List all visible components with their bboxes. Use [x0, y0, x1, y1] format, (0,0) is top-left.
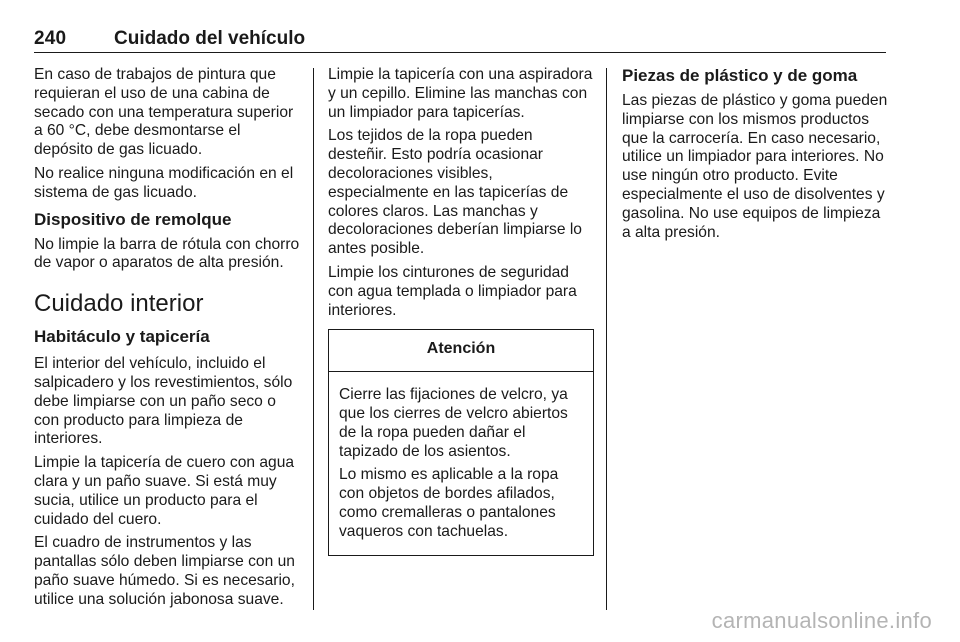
heading-cuidado-interior: Cuidado interior: [34, 290, 204, 318]
paragraph: Limpie la tapicería con una aspiradora y un cepillo. Elimine las manchas con un limpiador para tapicerías.: [328, 66, 593, 121]
paragraph: Limpie los cinturones de seguridad con agua templada o limpiador para interiores.: [328, 263, 577, 319]
page-number: 240: [34, 28, 67, 49]
paragraph: Las piezas de plástico y goma pueden limpiarse con los mismos productos que la carrocería. En caso necesario, utilice un limpiador para interiores. No use ningún otro producto. Evite especialmente el uso de disolventes y gasolina. No use equipos de limpieza a alta presión.: [622, 92, 888, 241]
watermark: carmanualsonline.info: [711, 608, 932, 633]
paragraph: Los tejidos de la ropa pueden desteñir. Esto podría ocasionar decoloraciones visibles, especialmente en las tapicerías de colores claros. Las manchas y decoloraciones deberían limpiarse lo antes posible.: [328, 127, 582, 258]
page-header: [34, 26, 886, 53]
page-title: Cuidado del vehículo: [114, 28, 306, 49]
paragraph: Limpie la tapicería de cuero con agua clara y un paño suave. Si está muy sucia, utilice un producto para el cuidado del cuero.: [34, 454, 295, 528]
paragraph: No realice ninguna modificación en el sistema de gas licuado.: [34, 164, 294, 201]
paragraph: El interior del vehículo, incluido el salpicadero y los revestimientos, sólo debe limpiarse con un paño seco o con producto para limpieza de interiores.: [34, 355, 293, 448]
column-right: [622, 66, 890, 247]
heading-remolque: Dispositivo de remolque: [34, 209, 232, 229]
heading-piezas: Piezas de plástico y de goma: [622, 66, 858, 85]
warning-paragraph: Cierre las fijaciones de velcro, ya que los cierres de velcro abiertos de la ropa pueden dañar el tapizado de los asientos.: [339, 386, 568, 460]
column-middle: [328, 66, 594, 556]
warning-title: Atención: [329, 330, 593, 372]
warning-paragraph: Lo mismo es aplicable a la ropa con objetos de bordes afilados, como cremalleras o pantalones vaqueros con tachuelas.: [339, 466, 559, 540]
column-divider: [606, 68, 607, 610]
warning-body: [329, 372, 593, 554]
heading-habitaculo: Habitáculo y tapicería: [34, 327, 210, 347]
warning-box: [328, 329, 594, 555]
paragraph: No limpie la barra de rótula con chorro de vapor o aparatos de alta presión.: [34, 235, 300, 272]
column-left: [34, 66, 302, 615]
paragraph: El cuadro de instrumentos y las pantallas sólo deben limpiarse con un paño suave húmedo. Si es necesario, utilice una solución jabonosa suave.: [34, 534, 295, 608]
paragraph: En caso de trabajos de pintura que requieran el uso de una cabina de secado con una temperatura superior a 60 °C, debe desmontarse el depósito de gas licuado.: [34, 66, 294, 159]
column-divider: [313, 68, 314, 610]
